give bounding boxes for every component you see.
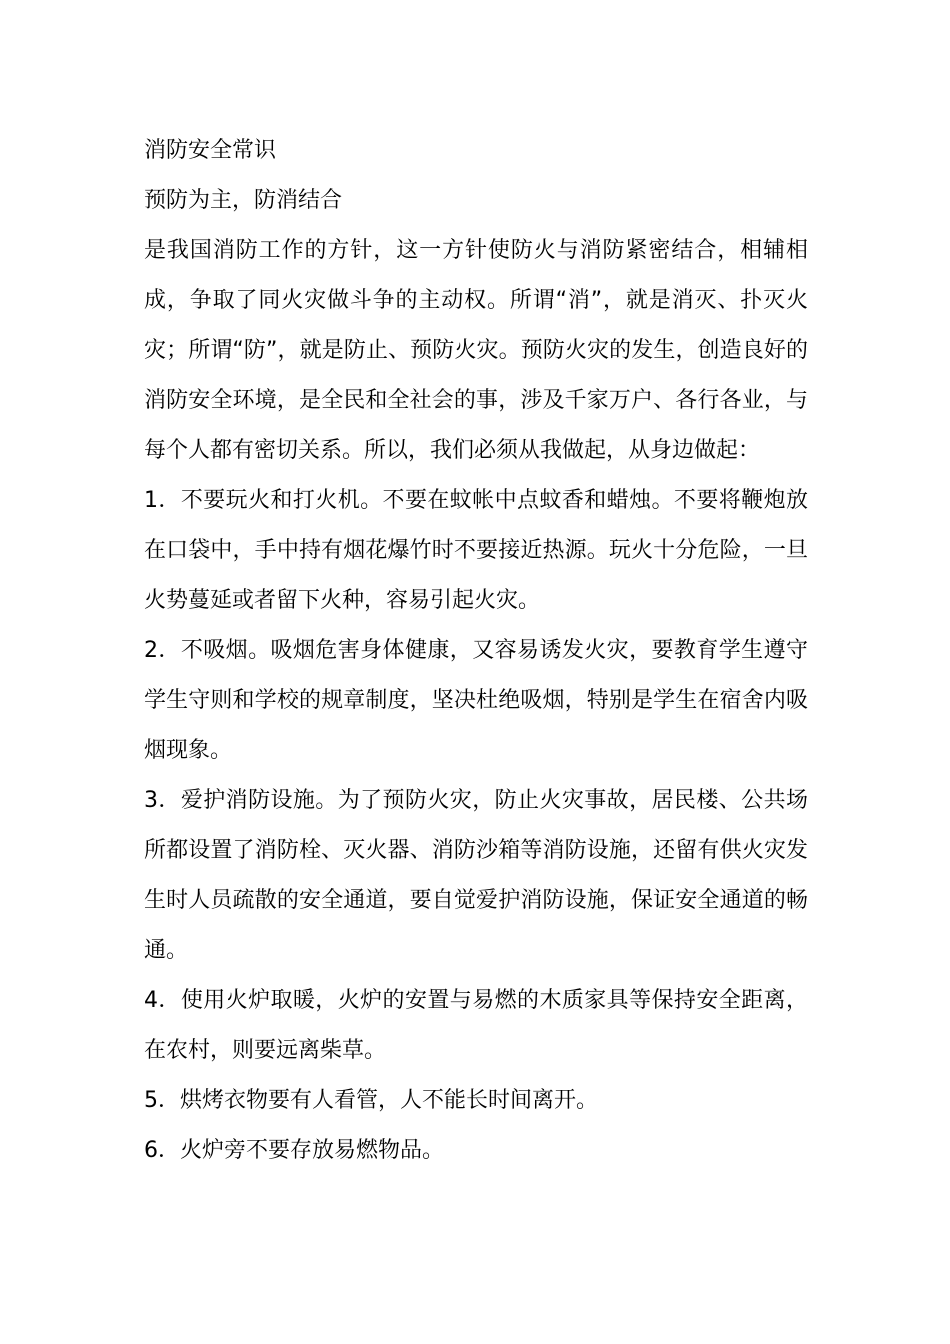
document-subtitle: 预防为主，防消结合 <box>144 188 343 213</box>
item-number: 2． <box>144 638 181 663</box>
item-text: 不要玩火和打火机。不要在蚊帐中点蚊香和蜡烛。不要将鞭炮放在口袋中，手中持有烟花爆竹时不要接近热源。玩火十分危险，一旦火势蔓延或者留下火种，容易引起火灾。 <box>144 488 808 613</box>
document-title: 消防安全常识 <box>144 138 277 163</box>
list-item-4 <box>144 976 808 1076</box>
item-text: 火炉旁不要存放易燃物品。 <box>180 1138 445 1163</box>
list-item-1 <box>144 476 808 626</box>
document-page <box>144 126 808 1176</box>
item-text: 烘烤衣物要有人看管，人不能长时间离开。 <box>180 1088 599 1113</box>
list-item-5 <box>144 1076 808 1126</box>
list-item-6 <box>144 1126 808 1176</box>
item-number: 5． <box>144 1088 180 1113</box>
item-number: 4． <box>144 988 181 1013</box>
item-text: 使用火炉取暖，火炉的安置与易燃的木质家具等保持安全距离，在农村，则要远离柴草。 <box>144 988 808 1063</box>
item-text: 不吸烟。吸烟危害身体健康，又容易诱发火灾，要教育学生遵守学生守则和学校的规章制度，坚决杜绝吸烟，特别是学生在宿舍内吸烟现象。 <box>144 638 808 763</box>
item-number: 1． <box>144 488 181 513</box>
item-number: 3． <box>144 788 181 813</box>
list-item-2 <box>144 626 808 776</box>
list-item-3 <box>144 776 808 976</box>
item-number: 6． <box>144 1138 180 1163</box>
intro-paragraph: 是我国消防工作的方针，这一方针使防火与消防紧密结合，相辅相成，争取了同火灾做斗争的主动权。所谓“消”，就是消灭、扑灭火灾；所谓“防”，就是防止、预防火灾。预防火灾的发生，创造良好的消防安全环境，是全民和全社会的事，涉及千家万户、各行各业，与每个人都有密切关系。所以，我们必须从我做起，从身边做起： <box>144 238 808 463</box>
item-text: 爱护消防设施。为了预防火灾，防止火灾事故，居民楼、公共场所都设置了消防栓、灭火器、消防沙箱等消防设施，还留有供火灾发生时人员疏散的安全通道，要自觉爱护消防设施，保证安全通道的畅通。 <box>144 788 808 963</box>
